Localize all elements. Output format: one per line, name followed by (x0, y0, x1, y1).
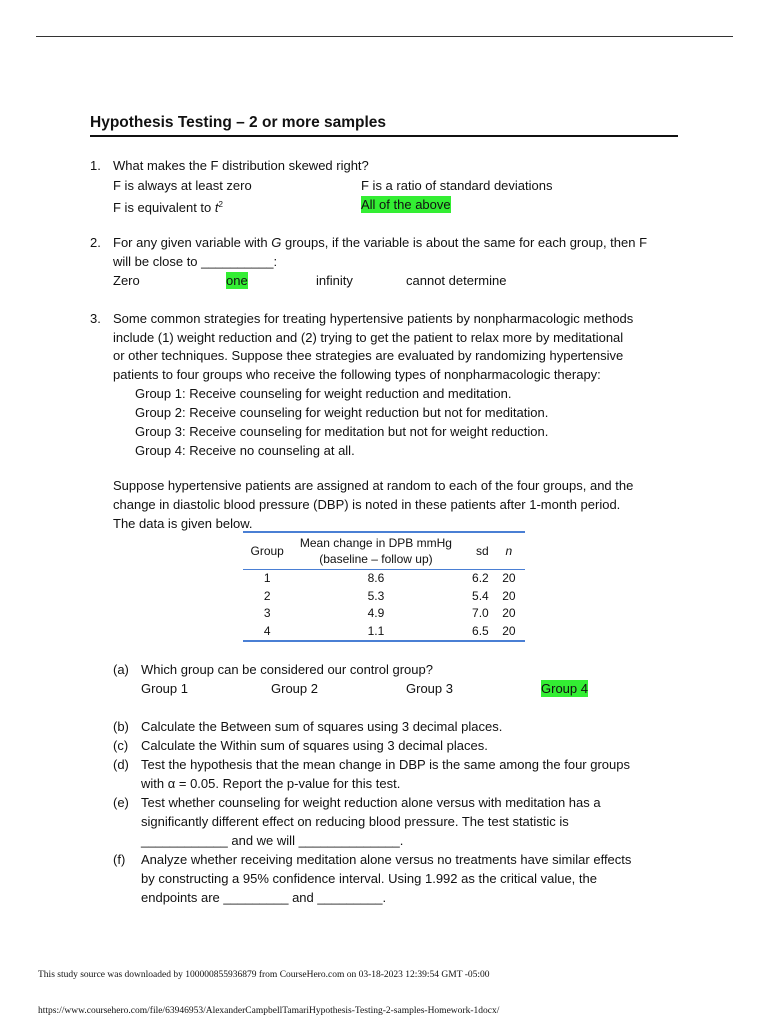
q2-option-d: cannot determine (406, 273, 507, 288)
part-e-line-1: Test whether counseling for weight reduction alone versus with meditation has a (141, 795, 601, 810)
table-header-row (243, 532, 525, 570)
cell-sd: 5.4 (472, 588, 489, 603)
part-b-label: (b) (113, 719, 129, 734)
part-b-text: Calculate the Between sum of squares using 3 decimal places. (141, 719, 503, 734)
part-e-label: (e) (113, 795, 129, 810)
q1-option-a: F is always at least zero (113, 178, 252, 193)
part-f-label: (f) (113, 852, 126, 867)
header-group: Group (250, 544, 284, 558)
cell-n: 20 (502, 623, 516, 638)
header-sd: sd (476, 544, 489, 558)
part-a-text: Which group can be considered our control group? (141, 662, 433, 677)
table-row (243, 588, 525, 606)
header-mean-line-2: (baseline – follow up) (319, 552, 433, 566)
cell-sd: 6.2 (472, 571, 489, 585)
part-f-line-3: endpoints are _________ and _________. (141, 890, 387, 905)
part-a-label: (a) (113, 662, 129, 677)
cell-group: 2 (263, 588, 271, 603)
part-d-line2-prefix: with (141, 776, 168, 791)
q2-line1-b: groups, if the variable is about the same for each group, then F (281, 235, 648, 250)
data-table (243, 531, 525, 642)
question-3-number: 3. (90, 311, 101, 326)
part-d-line2-suffix: = 0.05. Report the p-value for this test. (175, 776, 401, 791)
page-title: Hypothesis Testing – 2 or more samples (90, 114, 387, 131)
q2-option-a: Zero (113, 273, 140, 288)
q1-option-d-highlighted: All of the above (361, 197, 451, 212)
question-2-number: 2. (90, 235, 101, 250)
cell-n: 20 (502, 606, 516, 620)
q3-group-2: Group 2: Receive counseling for weight reduction but not for meditation. (135, 405, 549, 420)
part-f-line-2: by constructing a 95% confidence interval. Using 1.992 as the critical value, the (141, 871, 597, 886)
question-1-number: 1. (90, 158, 101, 173)
source-url[interactable]: https://www.coursehero.com/file/63946953/AlexanderCampbellTamariHypothesis-Testing-2-samples-Homework-1docx/ (38, 1006, 500, 1016)
part-c-text: Calculate the Within sum of squares using 3 decimal places. (141, 738, 488, 753)
cell-mean: 8.6 (367, 571, 385, 585)
q1-option-c-var: t (214, 200, 219, 215)
part-d-line-1: Test the hypothesis that the mean change in DBP is the same among the four groups (141, 757, 630, 772)
q3-para2-line-2: change in diastolic blood pressure (DBP) is noted in these patients after 1-month period. (113, 497, 621, 512)
part-f-line-1: Analyze whether receiving meditation alone versus no treatments have similar effects (141, 852, 632, 867)
cell-mean: 5.3 (367, 588, 385, 603)
download-notice: This study source was downloaded by 100000855936879 from CourseHero.com on 03-18-2023 12:39:54 GMT -05:00 (38, 970, 490, 980)
q3-group-1: Group 1: Receive counseling for weight reduction and meditation. (135, 386, 512, 401)
header-mean-change (291, 532, 460, 570)
q1-option-c (113, 196, 223, 216)
q3-intro-line-3: or other techniques. Suppose thee strategies are evaluated by randomizing hypertensive (113, 348, 624, 363)
q3-intro-line-4: patients to four groups who receive the following types of nonpharmacologic therapy: (113, 367, 601, 382)
table-row (243, 605, 525, 623)
header-mean-line-1: Mean change in DPB mmHg (299, 536, 452, 550)
part-c-label: (c) (113, 738, 129, 753)
cell-group: 3 (263, 606, 271, 620)
q3-group-4: Group 4: Receive no counseling at all. (135, 443, 355, 458)
q3-para2-line-1: Suppose hypertensive patients are assigned at random to each of the four groups, and the (113, 478, 634, 493)
part-e-line-2: significantly different effect on reducing blood pressure. The test statistic is (141, 814, 569, 829)
part-a-option-1: Group 1 (141, 681, 188, 696)
q1-option-b: F is a ratio of standard deviations (361, 178, 553, 193)
q2-option-c: infinity (316, 273, 353, 288)
part-e-line-3: ____________ and we will ______________. (141, 833, 404, 848)
q2-line1-var: G (271, 235, 282, 250)
cell-group: 4 (263, 623, 271, 638)
table-row (243, 623, 525, 642)
q2-line1-a: For any given variable with (113, 235, 272, 250)
q3-para2-line-3: The data is given below. (113, 516, 253, 531)
part-a-option-2: Group 2 (271, 681, 318, 696)
cell-sd: 7.0 (472, 606, 489, 620)
part-d-line-2 (141, 775, 400, 792)
q1-option-c-sup: 2 (218, 200, 223, 209)
part-a-option-3: Group 3 (406, 681, 453, 696)
q2-option-b-highlighted: one (226, 273, 248, 288)
header-n: n (505, 544, 513, 558)
title-rule (90, 135, 678, 137)
cell-n: 20 (502, 571, 516, 585)
alpha-symbol: α (167, 776, 176, 791)
part-a-option-4-highlighted: Group 4 (541, 681, 588, 696)
q3-intro-line-1: Some common strategies for treating hypertensive patients by nonpharmacologic methods (113, 311, 634, 326)
top-rule (36, 36, 733, 37)
cell-mean: 1.1 (367, 623, 385, 638)
q1-option-c-prefix: F is equivalent to (113, 200, 215, 215)
cell-n: 20 (502, 588, 516, 603)
q3-group-3: Group 3: Receive counseling for meditation but not for weight reduction. (135, 424, 549, 439)
cell-mean: 4.9 (367, 606, 385, 620)
question-2-line-1 (113, 234, 647, 251)
question-2-line-2: will be close to __________: (113, 254, 278, 269)
q3-intro-line-2: include (1) weight reduction and (2) trying to get the patient to relax more by meditational (113, 330, 624, 345)
question-1-text: What makes the F distribution skewed right? (113, 158, 369, 173)
cell-sd: 6.5 (472, 623, 489, 638)
cell-group: 1 (263, 571, 271, 585)
part-d-label: (d) (113, 757, 129, 772)
table-row (243, 570, 525, 588)
